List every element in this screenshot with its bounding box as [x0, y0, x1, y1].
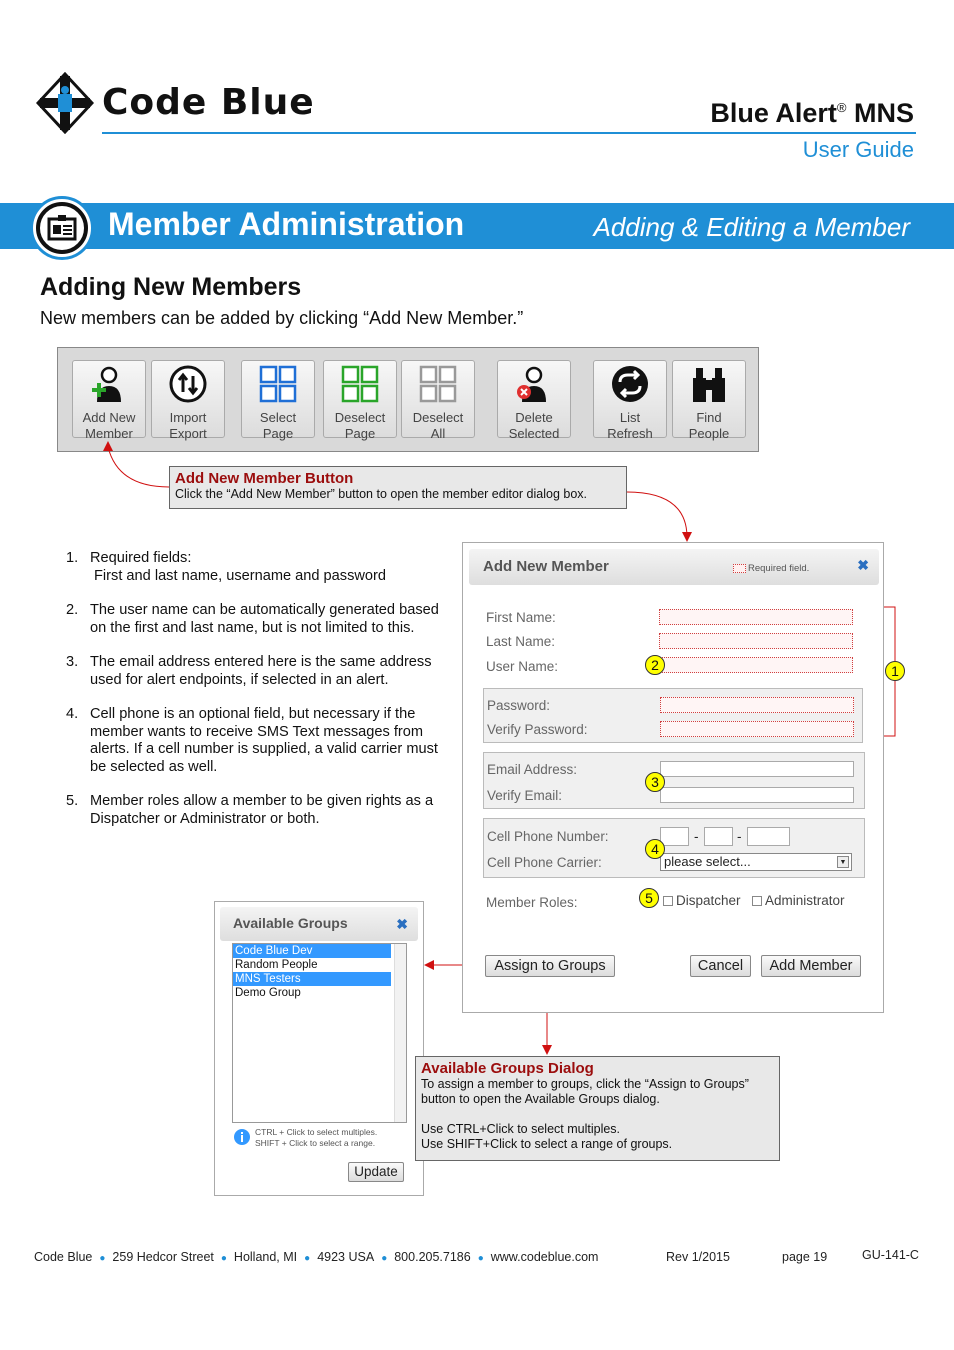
page-footer: Code Blue ● 259 Hedcor Street ● Holland, MI ● 4923 USA ● 800.205.7186 ● www.codeblue.com	[34, 1250, 599, 1264]
toolbar-button-label: List Refresh	[607, 410, 653, 441]
toolbar-button-label: Add New Member	[82, 410, 136, 441]
phone-dash: -	[737, 829, 742, 844]
chevron-down-icon: ▼	[837, 856, 849, 868]
section-heading: Adding New Members	[40, 273, 302, 301]
required-note: Required field.	[733, 563, 809, 574]
toolbar-button-label: Deselect Page	[334, 410, 386, 441]
cell-area-input[interactable]	[660, 827, 689, 846]
administrator-checkbox[interactable]: Administrator	[752, 893, 845, 908]
verify-email-label: Verify Email:	[487, 788, 563, 803]
cell-carrier-label: Cell Phone Carrier:	[487, 855, 602, 870]
user-name-input[interactable]	[659, 657, 853, 673]
list-item: 1. Required fields: First and last name, username and password	[66, 550, 387, 584]
phone-dash: -	[694, 829, 699, 844]
toolbar-button-label: Deselect All	[412, 410, 464, 441]
first-name-label: First Name:	[486, 610, 556, 625]
list-item[interactable]: MNS Testers	[233, 972, 391, 986]
callout-title: Add New Member Button	[175, 470, 354, 487]
close-icon[interactable]: ✖	[857, 557, 869, 573]
member-roles-label: Member Roles:	[486, 895, 578, 910]
callout-badge-5: 5	[639, 888, 659, 908]
groups-listbox[interactable]	[232, 943, 407, 1123]
available-groups-dialog	[214, 901, 424, 1196]
list-item: 4. Cell phone is an optional field, but necessary if the member wants to receive SMS Text messages from alerts. If a cell number is supplied, a valid carrier must be selected as well.	[66, 706, 438, 775]
list-item[interactable]: Demo Group	[235, 987, 301, 999]
dialog-title: Add New Member	[483, 558, 609, 575]
groups-dialog-title: Available Groups	[233, 915, 348, 931]
toolbar-button-label: Delete Selected	[508, 410, 560, 441]
listbox-scrollbar[interactable]	[394, 944, 406, 1122]
cell-prefix-input[interactable]	[704, 827, 733, 846]
close-icon[interactable]: ✖	[396, 916, 408, 932]
verify-password-label: Verify Password:	[487, 722, 588, 737]
dialog-header	[469, 549, 879, 585]
list-item: 2. The user name can be automatically generated based on the first and last name, but is not limited to this.	[66, 602, 439, 636]
last-name-label: Last Name:	[486, 634, 556, 649]
add-member-button[interactable]: Add Member	[761, 955, 861, 977]
logo-text: Code Blue	[102, 82, 315, 123]
toolbar-button-label: Find People	[688, 410, 730, 441]
user-guide-subtitle: User Guide	[802, 137, 914, 162]
email-group	[483, 752, 865, 809]
first-name-input[interactable]	[659, 609, 853, 625]
cancel-button[interactable]: Cancel	[690, 955, 751, 977]
banner-title: Member Administration	[108, 206, 465, 242]
add-member-callout	[169, 466, 627, 509]
list-item: 5. Member roles allow a member to be given rights as a Dispatcher or Administrator or both.	[66, 793, 434, 827]
footer-doc-code: GU-141-C	[862, 1248, 919, 1262]
add-new-member-dialog	[462, 542, 884, 1013]
update-button[interactable]: Update	[348, 1162, 404, 1182]
product-title: Blue Alert® MNS	[710, 98, 914, 128]
groups-dialog-header	[220, 907, 418, 941]
assign-to-groups-button[interactable]: Assign to Groups	[485, 955, 615, 977]
groups-callout: Available Groups Dialog To assign a member to groups, click the “Assign to Groups” button to open the Available Groups dialog. Use CTRL+Click to select multiples. Use SHIFT+Click to select a range of groups.	[415, 1056, 780, 1161]
info-icon	[233, 1128, 251, 1146]
toolbar-button-label: Select Page	[259, 410, 297, 441]
password-input[interactable]	[660, 697, 854, 713]
cell-phone-group	[483, 818, 865, 878]
password-group	[483, 688, 863, 743]
email-input[interactable]	[660, 761, 854, 777]
instructions-list	[66, 550, 446, 845]
dispatcher-checkbox[interactable]: Dispatcher	[663, 893, 741, 908]
verify-email-input[interactable]	[660, 787, 854, 803]
last-name-input[interactable]	[659, 633, 853, 649]
footer-revision: Rev 1/2015	[666, 1250, 730, 1264]
callout-badge-2: 2	[645, 655, 665, 675]
callout-badge-1: 1	[885, 661, 905, 681]
user-name-label: User Name:	[486, 659, 559, 674]
groups-hint: CTRL + Click to select multiples. SHIFT + Click to select a range.	[255, 1127, 378, 1148]
list-item[interactable]: Code Blue Dev	[233, 944, 391, 958]
verify-password-input[interactable]	[660, 721, 854, 737]
cell-phone-label: Cell Phone Number:	[487, 829, 609, 844]
password-label: Password:	[487, 698, 551, 713]
list-item: 3. The email address entered here is the same address used for alert endpoints, if selected in an alert.	[66, 654, 432, 688]
callout-badge-3: 3	[645, 772, 665, 792]
list-item[interactable]: Random People	[235, 959, 318, 971]
footer-page-number: page 19	[782, 1250, 828, 1264]
banner-subtitle: Adding & Editing a Member	[593, 212, 910, 242]
section-intro: New members can be added by clicking “Add New Member.”	[40, 308, 524, 328]
cell-carrier-select[interactable]: please select... ▼	[660, 853, 852, 871]
email-label: Email Address:	[487, 762, 578, 777]
callout-title: Available Groups Dialog	[421, 1060, 594, 1077]
toolbar-button-label: Import Export	[169, 410, 207, 441]
cell-line-input[interactable]	[747, 827, 790, 846]
callout-badge-4: 4	[645, 839, 665, 859]
callout-text: Click the “Add New Member” button to open the member editor dialog box.	[175, 487, 588, 501]
